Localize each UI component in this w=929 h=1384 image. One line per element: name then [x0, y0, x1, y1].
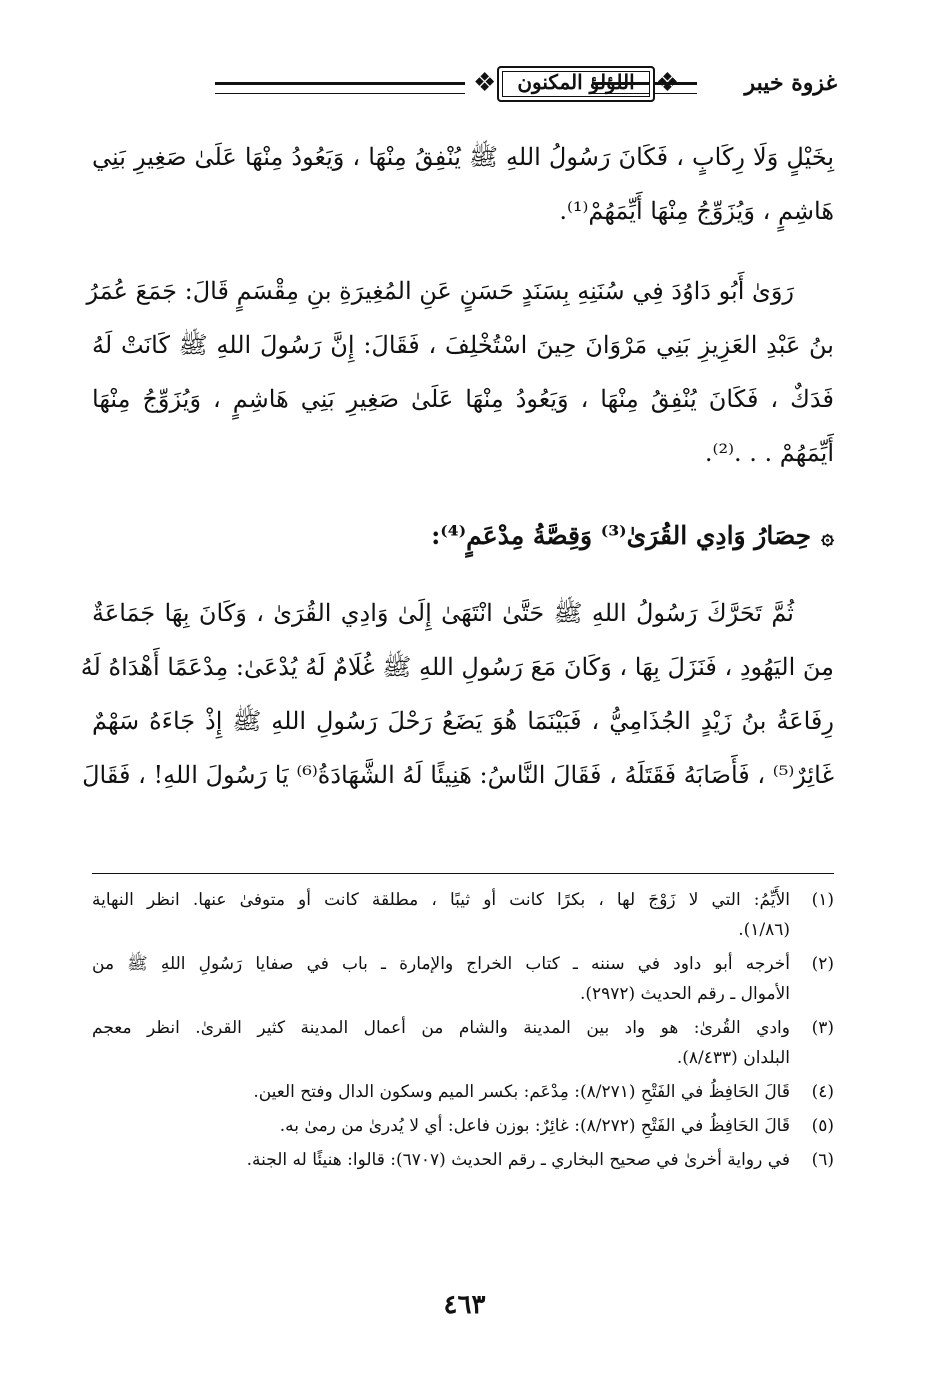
text-line: أَيِّمَهُمْ . . .⁽²⁾. [704, 439, 834, 467]
footnote-number: (١) [811, 890, 834, 910]
footnote-line: وادي القُرىٰ: هو واد بين المدينة والشام من أعمال المدينة كثير القرىٰ. انظر معجم [92, 1018, 790, 1038]
paragraph [92, 130, 834, 238]
footnote [92, 1111, 834, 1141]
footnote-divider [92, 873, 834, 874]
main-text [80, 130, 834, 828]
paragraph [80, 586, 834, 802]
footnote-number: (٥) [811, 1116, 834, 1136]
page-number: ٤٦٣ [443, 1290, 486, 1320]
text-line: ثُمَّ تَحَرَّكَ رَسُولُ اللهِ ﷺ حَتَّىٰ انْتَهَىٰ إِلَىٰ وَادِي القُرَىٰ ، وَكَانَ بِهَا جَمَاعَةٌ [92, 599, 794, 627]
footnote [92, 1077, 834, 1107]
footnote-number: (٤) [811, 1082, 834, 1102]
header-rule-left [215, 82, 465, 94]
paragraph [86, 264, 834, 480]
text-line: مِنَ اليَهُودِ ، فَنَزَلَ بِهَا ، وَكَانَ مَعَ رَسُولِ اللهِ ﷺ غُلَامٌ لَهُ يُدْعَىٰ: مِدْعَمًا أَهْدَاهُ لَهُ [80, 653, 834, 681]
footnote [92, 949, 834, 1009]
book-title: اللؤلؤ المكنون [517, 70, 635, 94]
footnote [92, 1145, 834, 1175]
chapter-title: غزوة خيبر [744, 70, 837, 96]
footnote [92, 885, 834, 945]
footnote-line: أخرجه أبو داود في سننه ـ كتاب الخراج والإمارة ـ باب في صفايا رَسُولِ اللهِ ﷺ من [92, 954, 790, 974]
ornament-icon: ❖ [655, 68, 679, 98]
text-line: رِفَاعَةُ بنُ زَيْدٍ الجُذَامِيُّ ، فَبَيْنَمَا هُوَ يَضَعُ رَحْلَ رَسُولِ اللهِ ﷺ إِذْ جَاءَهُ سَهْمٌ [92, 707, 834, 735]
text-line: هَاشِمٍ ، وَيُزَوِّجُ مِنْهَا أَيِّمَهُمْ⁽¹⁾. [559, 197, 834, 225]
ornament-icon: ❖ [473, 68, 497, 98]
footnote-line: البلدان (٨/٤٣٣). [676, 1048, 790, 1068]
footnote-line: قَالَ الحَافِظُ في الفَتْحِ (٨/٢٧١): مِدْعَم: بكسر الميم وسكون الدال وفتح العين. [253, 1082, 790, 1102]
footnote-number: (٦) [811, 1150, 834, 1170]
footnote-number: (٢) [811, 954, 834, 974]
flower-bullet-icon: ۞ [821, 524, 834, 550]
footnote-number: (٣) [811, 1018, 834, 1038]
footnote-line: الأموال ـ رقم الحديث (٢٩٧٢). [579, 984, 790, 1004]
text-line: غَائِرٌ⁽⁵⁾ ، فَأَصَابَهُ فَقَتَلَهُ ، فَقَالَ النَّاسُ: هَنِيئًا لَهُ الشَّهَادَةُ⁽⁶⁾ يَا رَسُولَ اللهِ! ، فَقَالَ [82, 761, 834, 789]
running-header [95, 68, 837, 114]
text-line: رَوَىٰ أَبُو دَاوُدَ فِي سُنَنِهِ بِسَنَدٍ حَسَنٍ عَنِ المُغِيرَةِ بنِ مِقْسَمٍ قَالَ: جَمَعَ عُمَرُ [86, 277, 794, 305]
text-line: بِخَيْلٍ وَلَا رِكَابٍ ، فَكَانَ رَسُولُ اللهِ ﷺ يُنْفِقُ مِنْهَا ، وَيَعُودُ مِنْهَا عَلَىٰ صَغِيرِ بَنِي [92, 143, 834, 171]
footnote-line: في رواية أخرىٰ في صحيح البخاري ـ رقم الحديث (٦٧٠٧): قالوا: هنيئًا له الجنة. [246, 1150, 790, 1170]
book-title-cartouche [473, 62, 679, 106]
section-heading [92, 506, 834, 566]
text-line: فَدَكٌ ، فَكَانَ يُنْفِقُ مِنْهَا ، وَيَعُودُ مِنْهَا عَلَىٰ صَغِيرِ بَنِي هَاشِمٍ ، وَيُزَوِّجُ مِنْهَا [92, 385, 834, 413]
footnote-line: قَالَ الحَافِظُ في الفَتْحِ (٨/٢٧٢): غائِرٌ: بوزن فاعل: أي لا يُدرىٰ من رمىٰ به. [279, 1116, 790, 1136]
footnote [92, 1013, 834, 1073]
footnote-line: الأَيِّمُ: التي لا زَوْجَ لها ، بكرًا كانت أو ثيبًا ، مطلقة كانت أو متوفىٰ عنها. انظر النهاية [92, 890, 790, 910]
footnote-line: (١/٨٦). [738, 920, 790, 940]
footnotes [92, 885, 834, 1175]
section-heading-text: حِصَارُ وَادِي القُرَىٰ⁽³⁾ وَقِصَّةُ مِدْعَمٍ⁽⁴⁾: [431, 521, 812, 550]
text-line: بنُ عَبْدِ العَزِيزِ بَنِي مَرْوَانَ حِينَ اسْتُخْلِفَ ، فَقَالَ: إِنَّ رَسُولَ اللهِ ﷺ كَانَتْ لَهُ [92, 331, 834, 359]
